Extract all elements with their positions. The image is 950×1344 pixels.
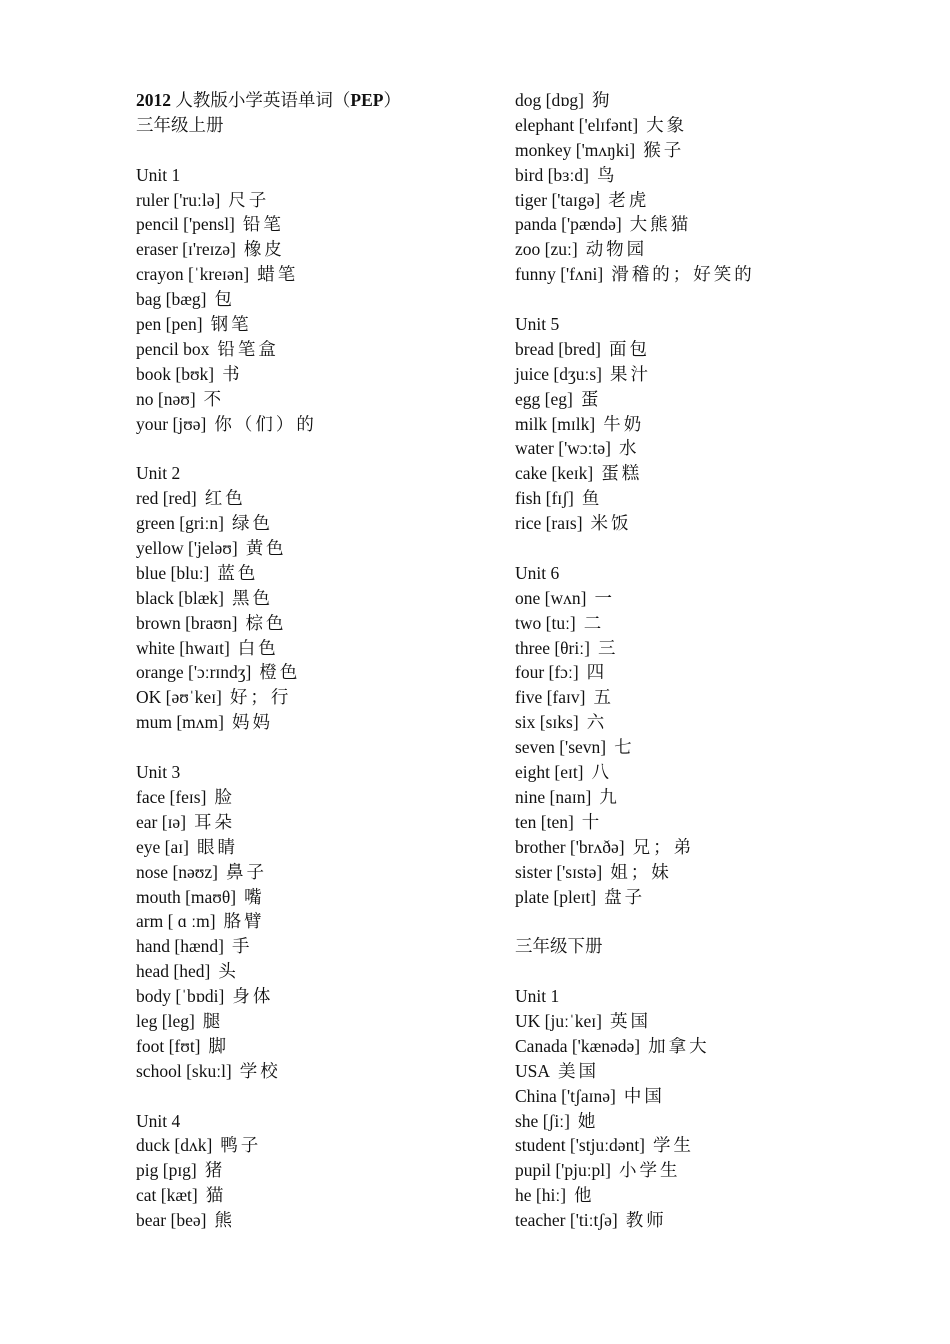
vocab-chinese: 盘子 bbox=[604, 886, 646, 907]
vocab-chinese: 二 bbox=[583, 612, 605, 633]
vocab-entry bbox=[136, 337, 496, 362]
vocab-english: zoo [zuː] bbox=[515, 239, 578, 260]
vocab-english: pencil box bbox=[136, 338, 210, 359]
vocab-entry bbox=[515, 1158, 915, 1183]
vocab-english: red [red] bbox=[136, 488, 197, 509]
vocab-english: ruler ['ruːlə] bbox=[136, 189, 221, 210]
vocab-english: six [sɪks] bbox=[515, 712, 579, 733]
vocab-chinese: 六 bbox=[586, 712, 608, 733]
vocab-list bbox=[515, 337, 915, 536]
vocab-chinese: 黑色 bbox=[231, 587, 273, 608]
vocab-entry bbox=[515, 138, 915, 163]
vocab-chinese: 姐；妹 bbox=[610, 861, 672, 882]
vocab-entry bbox=[515, 88, 915, 113]
vocab-english: OK [əʊˈkeɪ] bbox=[136, 687, 222, 708]
vocab-chinese: 鱼 bbox=[581, 488, 603, 509]
vocab-chinese: 学生 bbox=[653, 1135, 695, 1156]
vocab-chinese: 学校 bbox=[239, 1060, 281, 1081]
vocab-chinese: 脚 bbox=[208, 1035, 230, 1056]
vocab-entry bbox=[515, 1183, 915, 1208]
vocab-chinese: 铅笔盒 bbox=[217, 338, 279, 359]
vocab-english: milk [mɪlk] bbox=[515, 413, 596, 434]
vocab-english: mum [mʌm] bbox=[136, 712, 224, 733]
vocab-english: head [hed] bbox=[136, 961, 211, 982]
vocab-chinese: 八 bbox=[591, 762, 613, 783]
vocab-english: one [wʌn] bbox=[515, 587, 587, 608]
vocab-entry bbox=[136, 1034, 496, 1059]
vocab-entry bbox=[136, 909, 496, 934]
vocab-english: nose [nəʊz] bbox=[136, 861, 218, 882]
vocab-entry bbox=[515, 835, 915, 860]
vocab-entry bbox=[515, 735, 915, 760]
vocab-chinese: 三 bbox=[597, 637, 619, 658]
vocab-chinese: 她 bbox=[577, 1110, 599, 1131]
vocab-entry bbox=[515, 660, 915, 685]
vocab-entry bbox=[515, 262, 915, 287]
vocab-entry bbox=[136, 860, 496, 885]
vocab-entry bbox=[515, 1084, 915, 1109]
vocab-english: fish [fɪʃ] bbox=[515, 488, 574, 509]
vocab-english: UK [juːˈkeɪ] bbox=[515, 1010, 602, 1031]
vocab-chinese: 水 bbox=[618, 438, 640, 459]
vocab-english: bird [bɜːd] bbox=[515, 164, 589, 185]
vocab-english: foot [fʊt] bbox=[136, 1035, 201, 1056]
vocab-english: funny ['fʌni] bbox=[515, 264, 604, 285]
vocab-chinese: 动物园 bbox=[585, 239, 648, 260]
vocab-english: arm [ ɑ ːm] bbox=[136, 911, 216, 932]
vocab-chinese: 果汁 bbox=[609, 363, 651, 384]
vocab-list bbox=[136, 486, 496, 735]
right-column bbox=[515, 88, 915, 1233]
vocab-chinese: 红色 bbox=[204, 488, 246, 509]
vocab-english: brown [braʊn] bbox=[136, 612, 238, 633]
vocab-english: bear [beə] bbox=[136, 1210, 207, 1231]
unit-heading: Unit 1 bbox=[136, 164, 181, 185]
vocab-english: pen [pen] bbox=[136, 314, 203, 335]
vocab-chinese: 腿 bbox=[202, 1010, 224, 1031]
vocab-entry bbox=[136, 312, 496, 337]
vocab-entry bbox=[136, 785, 496, 810]
vocab-entry bbox=[136, 835, 496, 860]
vocab-entry bbox=[136, 1059, 496, 1084]
vocab-entry bbox=[515, 611, 915, 636]
vocab-english: two [tuː] bbox=[515, 612, 576, 633]
vocab-chinese: 熊 bbox=[214, 1210, 235, 1231]
vocab-chinese: 米饭 bbox=[590, 513, 632, 534]
vocab-english: teacher ['tiːtʃə] bbox=[515, 1210, 618, 1231]
vocab-entry bbox=[136, 810, 496, 835]
vocab-english: ten [ten] bbox=[515, 811, 574, 832]
vocab-entry bbox=[136, 1133, 496, 1158]
vocab-entry bbox=[136, 959, 496, 984]
vocab-english: blue [bluː] bbox=[136, 562, 210, 583]
vocab-chinese: 老虎 bbox=[608, 189, 650, 210]
vocab-chinese: 嘴 bbox=[244, 886, 265, 907]
vocab-english: she [ʃiː] bbox=[515, 1110, 570, 1131]
vocab-entry bbox=[136, 387, 496, 412]
vocab-chinese: 猫 bbox=[205, 1185, 227, 1206]
vocab-entry bbox=[515, 486, 915, 511]
vocab-english: plate [pleɪt] bbox=[515, 886, 597, 907]
vocab-chinese: 棕色 bbox=[245, 612, 287, 633]
vocab-chinese: 书 bbox=[222, 363, 243, 384]
vocab-english: cat [kæt] bbox=[136, 1185, 198, 1206]
vocab-english: monkey ['mʌŋki] bbox=[515, 139, 636, 160]
unit-heading: Unit 4 bbox=[136, 1110, 181, 1131]
vocab-chinese: 猪 bbox=[204, 1160, 226, 1181]
vocab-english: pupil ['pjuːpl] bbox=[515, 1160, 611, 1181]
vocab-chinese: 眼睛 bbox=[196, 836, 238, 857]
vocab-chinese: 橡皮 bbox=[243, 239, 285, 260]
vocab-entry bbox=[136, 1009, 496, 1034]
vocab-entry bbox=[515, 412, 915, 437]
vocab-english: your [jʊə] bbox=[136, 413, 207, 434]
vocab-list bbox=[136, 1133, 496, 1233]
vocab-english: orange ['ɔːrɪndʒ] bbox=[136, 662, 252, 683]
vocab-entry bbox=[515, 461, 915, 486]
vocab-entry bbox=[515, 362, 915, 387]
vocab-english: five [faɪv] bbox=[515, 687, 586, 708]
vocab-english: green [griːn] bbox=[136, 513, 224, 534]
vocab-chinese: 滑稽的；好笑的 bbox=[611, 264, 755, 285]
vocab-chinese: 大象 bbox=[646, 114, 688, 135]
vocab-english: tiger ['taɪgə] bbox=[515, 189, 601, 210]
vocab-english: ear [ɪə] bbox=[136, 811, 187, 832]
vocab-entry bbox=[136, 511, 496, 536]
vocab-chinese: 好；行 bbox=[229, 687, 292, 708]
vocab-chinese: 美国 bbox=[558, 1060, 600, 1081]
vocab-entry bbox=[136, 212, 496, 237]
vocab-entry bbox=[136, 611, 496, 636]
vocab-entry bbox=[515, 1034, 915, 1059]
vocab-english: eraser [ɪ'reɪzə] bbox=[136, 239, 236, 260]
vocab-chinese: 耳朵 bbox=[194, 811, 236, 832]
vocab-chinese: 蛋 bbox=[580, 388, 602, 409]
unit-heading: Unit 3 bbox=[136, 762, 181, 783]
vocab-entry bbox=[515, 337, 915, 362]
vocab-chinese: 绿色 bbox=[231, 513, 273, 534]
grade-heading-up: 三年级上册 bbox=[136, 114, 224, 135]
vocab-chinese: 面包 bbox=[609, 338, 650, 359]
vocab-english: pig [pɪg] bbox=[136, 1160, 197, 1181]
vocab-entry bbox=[515, 1059, 915, 1084]
vocab-entry bbox=[136, 685, 496, 710]
vocab-chinese: 尺子 bbox=[228, 189, 270, 210]
vocab-chinese: 蛋糕 bbox=[601, 463, 643, 484]
vocab-entry bbox=[515, 237, 915, 262]
vocab-english: dog [dɒg] bbox=[515, 90, 584, 110]
vocab-entry bbox=[136, 636, 496, 661]
vocab-entry bbox=[515, 885, 915, 910]
vocab-english: China ['tʃaɪnə] bbox=[515, 1085, 616, 1106]
vocab-english: school [skuːl] bbox=[136, 1060, 232, 1081]
vocab-list bbox=[515, 88, 915, 287]
vocab-entry bbox=[515, 387, 915, 412]
document-title: 2012 人教版小学英语单词（PEP） bbox=[136, 90, 401, 110]
vocab-entry bbox=[136, 412, 496, 437]
vocab-entry bbox=[136, 561, 496, 586]
vocab-chinese: 头 bbox=[218, 961, 239, 982]
vocab-english: pencil ['pensl] bbox=[136, 214, 235, 235]
vocab-entry bbox=[515, 113, 915, 138]
vocab-english: juice [dʒuːs] bbox=[515, 363, 602, 384]
vocab-entry bbox=[515, 511, 915, 536]
vocab-entry bbox=[515, 436, 915, 461]
vocab-english: rice [raɪs] bbox=[515, 513, 583, 534]
vocab-chinese: 妈妈 bbox=[231, 712, 273, 733]
vocab-list bbox=[515, 586, 915, 910]
vocab-entry bbox=[515, 586, 915, 611]
vocab-entry bbox=[136, 287, 496, 312]
vocab-english: egg [eg] bbox=[515, 388, 573, 409]
vocab-english: black [blæk] bbox=[136, 587, 224, 608]
vocab-chinese: 大熊猫 bbox=[629, 214, 692, 235]
vocab-english: bag [bæg] bbox=[136, 289, 207, 310]
unit-heading: Unit 1 bbox=[515, 986, 560, 1007]
vocab-entry bbox=[515, 1009, 915, 1034]
vocab-english: mouth [maʊθ] bbox=[136, 886, 237, 907]
vocab-chinese: 十 bbox=[581, 811, 603, 832]
vocab-english: elephant ['elɪfənt] bbox=[515, 114, 639, 135]
vocab-english: USA bbox=[515, 1060, 551, 1081]
vocab-entry bbox=[515, 636, 915, 661]
vocab-english: water ['wɔːtə] bbox=[515, 438, 611, 459]
vocab-chinese: 不 bbox=[203, 388, 225, 409]
vocab-chinese: 他 bbox=[574, 1185, 595, 1206]
vocab-english: face [feɪs] bbox=[136, 786, 207, 807]
vocab-entry bbox=[136, 486, 496, 511]
vocab-chinese: 五 bbox=[593, 687, 614, 708]
vocab-list bbox=[136, 188, 496, 437]
vocab-chinese: 手 bbox=[231, 936, 253, 957]
vocab-chinese: 七 bbox=[614, 737, 635, 758]
vocab-chinese: 鼻子 bbox=[226, 861, 267, 882]
vocab-english: Canada ['kænədə] bbox=[515, 1035, 641, 1056]
vocab-entry bbox=[136, 885, 496, 910]
vocab-english: four [fɔː] bbox=[515, 662, 579, 683]
vocab-chinese: 教师 bbox=[625, 1210, 667, 1231]
vocab-entry bbox=[136, 710, 496, 735]
vocab-english: book [bʊk] bbox=[136, 363, 215, 384]
vocab-chinese: 白色 bbox=[237, 637, 279, 658]
grade-heading-down: 三年级下册 bbox=[515, 936, 603, 957]
vocab-entry bbox=[515, 860, 915, 885]
vocab-entry bbox=[136, 1208, 496, 1233]
vocab-entry bbox=[136, 586, 496, 611]
vocab-entry bbox=[136, 237, 496, 262]
vocab-chinese: 钢笔 bbox=[210, 314, 252, 335]
vocab-chinese: 一 bbox=[594, 587, 615, 608]
vocab-chinese: 胳臂 bbox=[223, 911, 265, 932]
vocab-english: nine [naɪn] bbox=[515, 786, 592, 807]
vocab-english: eight [eɪt] bbox=[515, 762, 584, 783]
vocab-entry bbox=[515, 1109, 915, 1134]
vocab-english: brother ['brʌðə] bbox=[515, 836, 625, 857]
vocab-entry bbox=[515, 188, 915, 213]
vocab-entry bbox=[136, 362, 496, 387]
vocab-english: sister ['sɪstə] bbox=[515, 861, 603, 882]
vocab-english: leg [leg] bbox=[136, 1010, 195, 1031]
vocab-entry bbox=[136, 1158, 496, 1183]
vocab-english: eye [aɪ] bbox=[136, 836, 189, 857]
vocab-english: he [hiː] bbox=[515, 1185, 567, 1206]
vocab-list bbox=[136, 785, 496, 1084]
vocab-chinese: 蓝色 bbox=[217, 562, 259, 583]
vocab-chinese: 小学生 bbox=[619, 1160, 681, 1181]
vocab-entry bbox=[515, 163, 915, 188]
vocab-english: three [θriː] bbox=[515, 637, 590, 658]
vocab-english: yellow ['jeləʊ] bbox=[136, 538, 238, 559]
vocab-chinese: 铅笔 bbox=[242, 214, 284, 235]
vocab-entry bbox=[515, 212, 915, 237]
vocab-entry bbox=[515, 710, 915, 735]
vocab-english: crayon [ˈkreɪən] bbox=[136, 264, 250, 285]
vocab-chinese: 牛奶 bbox=[603, 413, 645, 434]
vocab-entry bbox=[136, 934, 496, 959]
vocab-english: white [hwaɪt] bbox=[136, 637, 230, 658]
vocab-entry bbox=[136, 984, 496, 1009]
vocab-entry bbox=[515, 685, 915, 710]
vocab-english: no [nəʊ] bbox=[136, 388, 196, 409]
vocab-chinese: 脸 bbox=[214, 786, 235, 807]
unit-heading: Unit 6 bbox=[515, 562, 560, 583]
vocab-chinese: 九 bbox=[599, 786, 620, 807]
left-column bbox=[136, 88, 496, 1233]
unit-heading: Unit 2 bbox=[136, 463, 181, 484]
vocab-chinese: 你（们）的 bbox=[214, 413, 317, 434]
vocab-chinese: 中国 bbox=[623, 1085, 665, 1106]
vocab-list bbox=[515, 1009, 915, 1233]
vocab-english: panda ['pændə] bbox=[515, 214, 622, 235]
vocab-entry bbox=[515, 1133, 915, 1158]
vocab-chinese: 黄色 bbox=[245, 538, 287, 559]
vocab-chinese: 鸭子 bbox=[220, 1135, 262, 1156]
vocab-english: cake [keɪk] bbox=[515, 463, 594, 484]
vocab-chinese: 狗 bbox=[591, 90, 613, 110]
vocab-chinese: 橙色 bbox=[259, 662, 301, 683]
vocab-chinese: 鸟 bbox=[596, 164, 618, 185]
vocab-entry bbox=[515, 785, 915, 810]
vocab-chinese: 加拿大 bbox=[648, 1035, 710, 1056]
vocab-entry bbox=[136, 1183, 496, 1208]
vocab-english: hand [hænd] bbox=[136, 936, 224, 957]
unit-heading: Unit 5 bbox=[515, 314, 560, 335]
vocab-chinese: 英国 bbox=[610, 1010, 651, 1031]
vocab-chinese: 兄；弟 bbox=[632, 836, 695, 857]
vocab-chinese: 猴子 bbox=[643, 139, 685, 160]
vocab-entry bbox=[515, 810, 915, 835]
vocab-entry bbox=[136, 660, 496, 685]
vocab-entry bbox=[136, 262, 496, 287]
vocab-chinese: 身体 bbox=[232, 986, 274, 1007]
vocab-entry bbox=[136, 188, 496, 213]
vocab-chinese: 包 bbox=[214, 289, 235, 310]
vocab-entry bbox=[515, 1208, 915, 1233]
vocab-english: duck [dʌk] bbox=[136, 1135, 213, 1156]
vocab-entry bbox=[136, 536, 496, 561]
vocab-chinese: 四 bbox=[586, 662, 608, 683]
vocab-english: student ['stjuːdənt] bbox=[515, 1135, 646, 1156]
vocab-english: seven ['sevn] bbox=[515, 737, 607, 758]
vocab-english: body [ˈbɒdi] bbox=[136, 986, 225, 1007]
vocab-english: bread [bred] bbox=[515, 338, 601, 359]
vocab-chinese: 蜡笔 bbox=[257, 264, 299, 285]
vocab-entry bbox=[515, 760, 915, 785]
